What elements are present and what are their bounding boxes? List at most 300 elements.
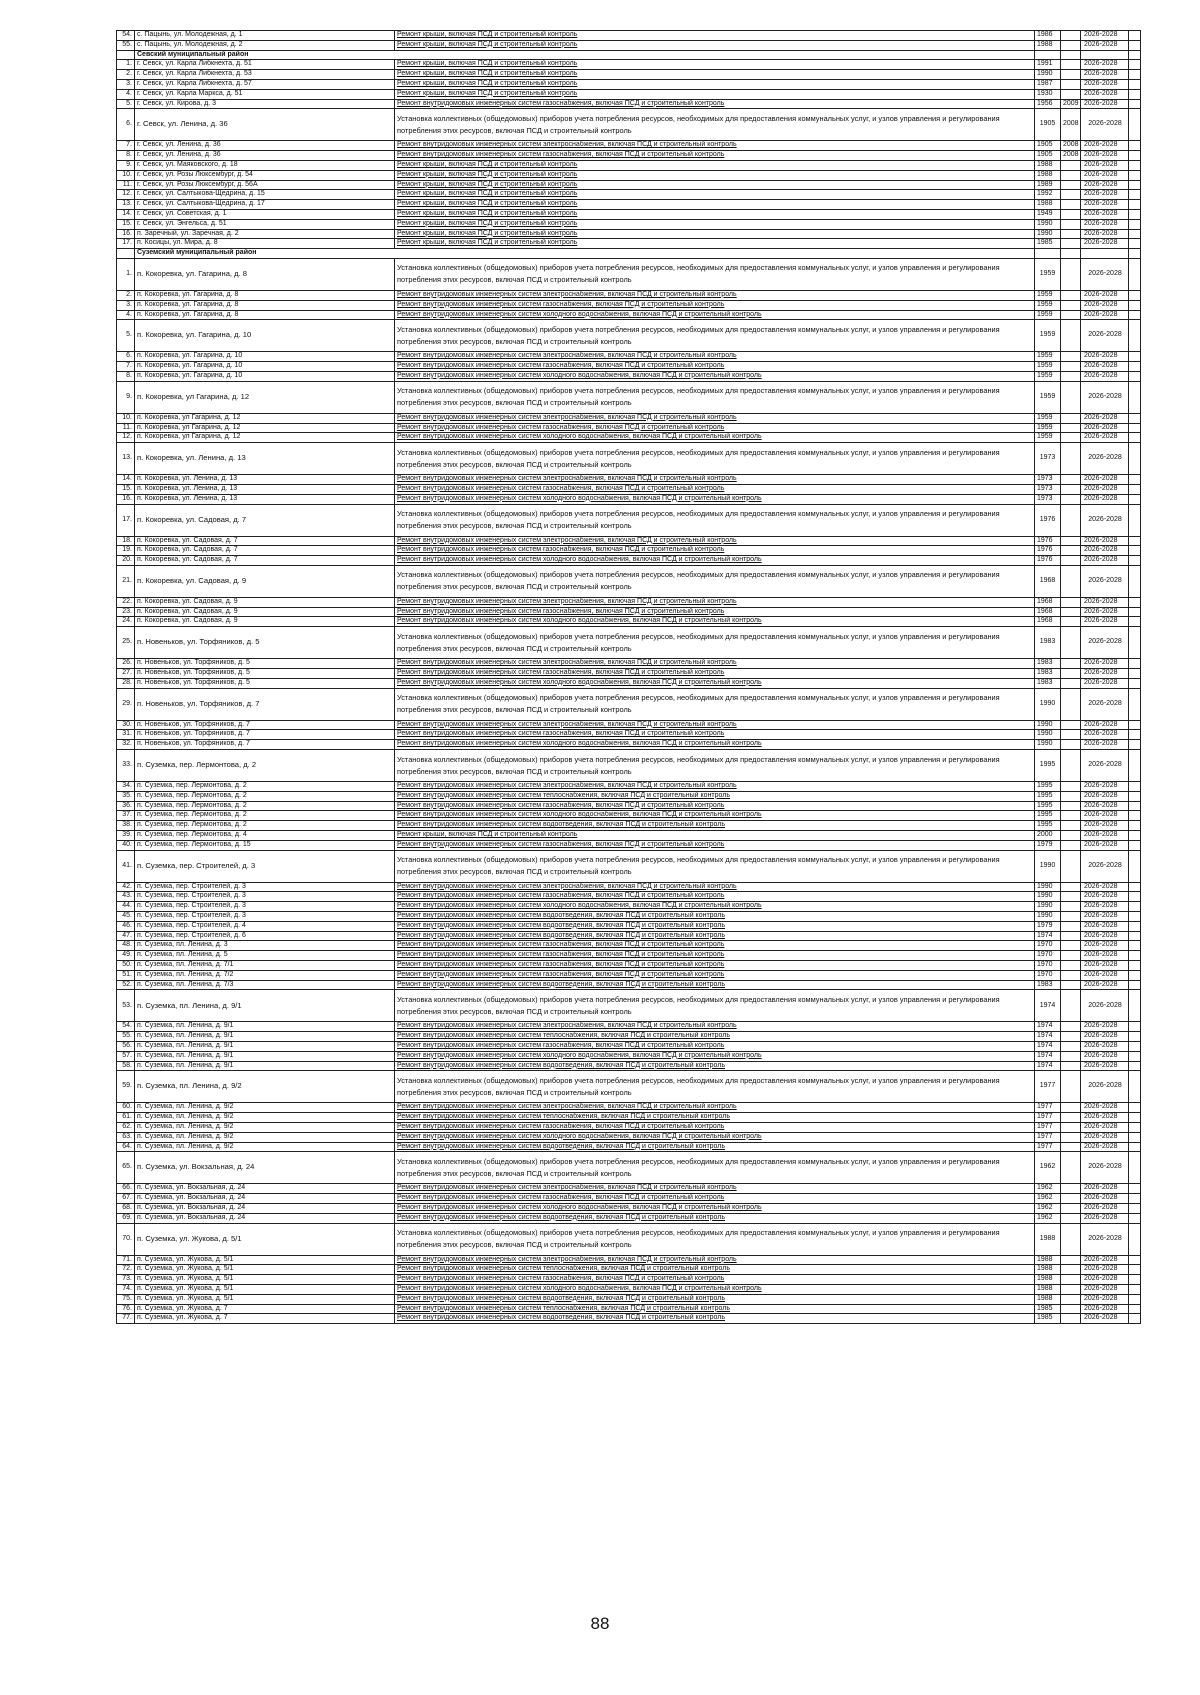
build-year-cell: 1976	[1035, 556, 1061, 566]
reconstruction-year-cell	[1061, 504, 1081, 536]
empty-cell	[1129, 546, 1141, 556]
table-row	[117, 229, 1141, 239]
row-number: 6.	[117, 352, 135, 362]
empty-cell	[1129, 688, 1141, 720]
address-cell: п. Суземка, пл. Ленина, д. 9/1	[135, 1022, 395, 1032]
table-row	[117, 1275, 1141, 1285]
row-number: 73.	[117, 1275, 135, 1285]
table-row	[117, 209, 1141, 219]
build-year-cell: 1959	[1035, 433, 1061, 443]
period-cell: 2026-2028	[1081, 902, 1129, 912]
work-type-cell: Ремонт внутридомовых инженерных систем электроснабжения, включая ПСД и строительный контроль	[395, 141, 1035, 151]
address-cell: п. Суземка, пер. Строителей, д. 3	[135, 902, 395, 912]
work-type-cell: Ремонт внутридомовых инженерных систем газоснабжения, включая ПСД и строительный контроль	[395, 1194, 1035, 1204]
work-type-cell: Ремонт внутридомовых инженерных систем газоснабжения, включая ПСД и строительный контроль	[395, 892, 1035, 902]
reconstruction-year-cell	[1061, 1314, 1081, 1324]
period-cell: 2026-2028	[1081, 433, 1129, 443]
row-number: 33.	[117, 750, 135, 782]
build-year-cell: 1990	[1035, 882, 1061, 892]
address-cell: п. Суземка, пер. Лермонтова, д. 2	[135, 791, 395, 801]
period-cell: 2026-2028	[1081, 239, 1129, 249]
period-cell: 2026-2028	[1081, 484, 1129, 494]
build-year-cell: 1959	[1035, 290, 1061, 300]
work-type-cell: Ремонт крыши, включая ПСД и строительный контроль	[395, 190, 1035, 200]
reconstruction-year-cell	[1061, 1284, 1081, 1294]
empty-cell	[1129, 1304, 1141, 1314]
table-row	[117, 921, 1141, 931]
period-cell: 2026-2028	[1081, 1061, 1129, 1071]
period-cell: 2026-2028	[1081, 31, 1129, 41]
empty-cell	[1129, 352, 1141, 362]
row-number: 9.	[117, 381, 135, 413]
work-type-cell: Ремонт внутридомовых инженерных систем электроснабжения, включая ПСД и строительный контроль	[395, 1184, 1035, 1194]
address-cell: с. Пацынь, ул. Молодежная, д. 1	[135, 31, 395, 41]
period-cell: 2026-2028	[1081, 821, 1129, 831]
row-number: 6.	[117, 109, 135, 141]
address-cell: п. Кокоревка, ул Гагарина, д. 12	[135, 433, 395, 443]
reconstruction-year-cell	[1061, 1142, 1081, 1152]
empty-cell	[1129, 300, 1141, 310]
build-year-cell: 1990	[1035, 892, 1061, 902]
period-cell: 2026-2028	[1081, 840, 1129, 850]
build-year-cell: 1930	[1035, 89, 1061, 99]
work-type-cell: Ремонт внутридомовых инженерных систем холодного водоснабжения, включая ПСД и строительный контроль	[395, 678, 1035, 688]
build-year-cell: 1990	[1035, 902, 1061, 912]
build-year-cell: 1990	[1035, 70, 1061, 80]
row-number: 16.	[117, 229, 135, 239]
empty-cell	[1129, 89, 1141, 99]
table-row	[117, 565, 1141, 597]
empty-cell	[1081, 50, 1129, 60]
address-cell: п. Кокоревка, ул. Садовая, д. 7	[135, 556, 395, 566]
reconstruction-year-cell	[1061, 678, 1081, 688]
row-number: 36.	[117, 801, 135, 811]
period-cell: 2026-2028	[1081, 494, 1129, 504]
row-number: 43.	[117, 892, 135, 902]
reconstruction-year-cell	[1061, 627, 1081, 659]
work-type-cell: Ремонт крыши, включая ПСД и строительный контроль	[395, 239, 1035, 249]
table-row	[117, 371, 1141, 381]
empty-cell	[1129, 423, 1141, 433]
work-type-cell: Установка коллективных (общедомовых) приборов учета потребления ресурсов, необходимых для предоставления коммунальных услуг, и узлов управления и регулирования потребления этих ресурсов, включая ПСД и строительный контроль	[395, 381, 1035, 413]
work-type-cell: Ремонт крыши, включая ПСД и строительный контроль	[395, 60, 1035, 70]
period-cell: 2026-2028	[1081, 617, 1129, 627]
address-cell: п. Новеньков, ул. Торфяников, д. 5	[135, 659, 395, 669]
address-cell: п. Суземка, пл. Ленина, д. 3	[135, 941, 395, 951]
build-year-cell: 1973	[1035, 484, 1061, 494]
address-cell: г. Севск, ул. Карла Либкнехта, д. 57	[135, 79, 395, 89]
empty-cell	[1129, 504, 1141, 536]
table-row	[117, 659, 1141, 669]
reconstruction-year-cell	[1061, 290, 1081, 300]
build-year-cell: 1991	[1035, 60, 1061, 70]
table-row	[117, 413, 1141, 423]
work-type-cell: Установка коллективных (общедомовых) приборов учета потребления ресурсов, необходимых для предоставления коммунальных услуг, и узлов управления и регулирования потребления этих ресурсов, включая ПСД и строительный контроль	[395, 1152, 1035, 1184]
work-type-cell: Ремонт внутридомовых инженерных систем водоотведения, включая ПСД и строительный контроль	[395, 1314, 1035, 1324]
row-number: 30.	[117, 720, 135, 730]
build-year-cell: 1962	[1035, 1152, 1061, 1184]
empty-cell	[1129, 980, 1141, 990]
row-number: 10.	[117, 170, 135, 180]
reconstruction-year-cell	[1061, 200, 1081, 210]
row-number: 54.	[117, 31, 135, 41]
row-number: 13.	[117, 443, 135, 475]
table-row	[117, 1122, 1141, 1132]
period-cell: 2026-2028	[1081, 1032, 1129, 1042]
reconstruction-year-cell	[1061, 941, 1081, 951]
period-cell: 2026-2028	[1081, 190, 1129, 200]
empty-cell	[1129, 1071, 1141, 1103]
row-number: 4.	[117, 310, 135, 320]
row-number: 15.	[117, 219, 135, 229]
build-year-cell: 1995	[1035, 801, 1061, 811]
empty-cell	[1129, 1051, 1141, 1061]
table-row	[117, 352, 1141, 362]
reconstruction-year-cell: 2008	[1061, 151, 1081, 161]
row-number: 7.	[117, 362, 135, 372]
work-type-cell: Ремонт крыши, включая ПСД и строительный контроль	[395, 180, 1035, 190]
table-row	[117, 433, 1141, 443]
row-number: 74.	[117, 1284, 135, 1294]
row-number: 54.	[117, 1022, 135, 1032]
build-year-cell: 1983	[1035, 678, 1061, 688]
work-type-cell: Ремонт внутридомовых инженерных систем водоотведения, включая ПСД и строительный контроль	[395, 980, 1035, 990]
work-type-cell: Ремонт внутридомовых инженерных систем холодного водоснабжения, включая ПСД и строительный контроль	[395, 1284, 1035, 1294]
address-cell: п. Суземка, пл. Ленина, д. 9/2	[135, 1132, 395, 1142]
period-cell: 2026-2028	[1081, 882, 1129, 892]
row-number: 77.	[117, 1314, 135, 1324]
empty-cell	[1129, 1142, 1141, 1152]
reconstruction-year-cell	[1061, 1152, 1081, 1184]
empty-cell	[1129, 1022, 1141, 1032]
empty-cell	[1129, 170, 1141, 180]
row-number: 53.	[117, 990, 135, 1022]
build-year-cell: 1979	[1035, 840, 1061, 850]
empty-cell	[1129, 850, 1141, 882]
work-type-cell: Ремонт внутридомовых инженерных систем электроснабжения, включая ПСД и строительный контроль	[395, 413, 1035, 423]
work-type-cell: Ремонт внутридомовых инженерных систем теплоснабжения, включая ПСД и строительный контроль	[395, 791, 1035, 801]
build-year-cell: 1973	[1035, 443, 1061, 475]
build-year-cell: 1959	[1035, 423, 1061, 433]
row-number: 42.	[117, 882, 135, 892]
reconstruction-year-cell	[1061, 310, 1081, 320]
build-year-cell: 1990	[1035, 912, 1061, 922]
work-type-cell: Ремонт крыши, включая ПСД и строительный контроль	[395, 831, 1035, 841]
work-type-cell: Ремонт внутридомовых инженерных систем водоотведения, включая ПСД и строительный контроль	[395, 821, 1035, 831]
empty-cell	[1129, 229, 1141, 239]
empty-cell	[1061, 249, 1081, 259]
table-row	[117, 180, 1141, 190]
build-year-cell: 1988	[1035, 1294, 1061, 1304]
empty-cell	[1129, 565, 1141, 597]
period-cell: 2026-2028	[1081, 750, 1129, 782]
address-cell: п. Косицы, ул. Мира, д. 8	[135, 239, 395, 249]
build-year-cell: 1974	[1035, 1022, 1061, 1032]
reconstruction-year-cell	[1061, 79, 1081, 89]
row-number: 22.	[117, 597, 135, 607]
build-year-cell: 1985	[1035, 239, 1061, 249]
work-type-cell: Установка коллективных (общедомовых) приборов учета потребления ресурсов, необходимых для предоставления коммунальных услуг, и узлов управления и регулирования потребления этих ресурсов, включая ПСД и строительный контроль	[395, 1223, 1035, 1255]
address-cell: п. Суземка, ул. Жукова, д. 5/1	[135, 1294, 395, 1304]
address-cell: п. Кокоревка, ул. Гагарина, д. 8	[135, 290, 395, 300]
empty-cell	[1129, 258, 1141, 290]
empty-cell	[1129, 99, 1141, 109]
table-row	[117, 484, 1141, 494]
table-row	[117, 190, 1141, 200]
work-type-cell: Ремонт внутридомовых инженерных систем холодного водоснабжения, включая ПСД и строительный контроль	[395, 556, 1035, 566]
work-type-cell: Ремонт внутридомовых инженерных систем газоснабжения, включая ПСД и строительный контроль	[395, 362, 1035, 372]
period-cell: 2026-2028	[1081, 1113, 1129, 1123]
build-year-cell: 1988	[1035, 1255, 1061, 1265]
empty-cell	[1129, 200, 1141, 210]
row-number: 24.	[117, 617, 135, 627]
work-type-cell: Ремонт внутридомовых инженерных систем электроснабжения, включая ПСД и строительный контроль	[395, 1255, 1035, 1265]
table-row	[117, 1223, 1141, 1255]
work-type-cell: Ремонт внутридомовых инженерных систем холодного водоснабжения, включая ПСД и строительный контроль	[395, 1203, 1035, 1213]
build-year-cell: 1992	[1035, 190, 1061, 200]
reconstruction-year-cell	[1061, 381, 1081, 413]
empty-cell	[1129, 921, 1141, 931]
reconstruction-year-cell	[1061, 782, 1081, 792]
reconstruction-year-cell	[1061, 970, 1081, 980]
reconstruction-year-cell	[1061, 597, 1081, 607]
empty-cell	[1129, 109, 1141, 141]
build-year-cell: 1905	[1035, 151, 1061, 161]
row-number: 10.	[117, 413, 135, 423]
empty-cell	[1129, 209, 1141, 219]
work-type-cell: Ремонт внутридомовых инженерных систем холодного водоснабжения, включая ПСД и строительный контроль	[395, 740, 1035, 750]
empty-cell	[1129, 1061, 1141, 1071]
work-type-cell: Ремонт крыши, включая ПСД и строительный контроль	[395, 209, 1035, 219]
table-row	[117, 1265, 1141, 1275]
work-type-cell: Ремонт внутридомовых инженерных систем газоснабжения, включая ПСД и строительный контроль	[395, 1275, 1035, 1285]
table-row	[117, 70, 1141, 80]
work-type-cell: Установка коллективных (общедомовых) приборов учета потребления ресурсов, необходимых для предоставления коммунальных услуг, и узлов управления и регулирования потребления этих ресурсов, включая ПСД и строительный контроль	[395, 258, 1035, 290]
table-row	[117, 990, 1141, 1022]
period-cell: 2026-2028	[1081, 1213, 1129, 1223]
period-cell: 2026-2028	[1081, 720, 1129, 730]
build-year-cell: 1976	[1035, 504, 1061, 536]
reconstruction-year-cell	[1061, 484, 1081, 494]
empty-cell	[1129, 1223, 1141, 1255]
empty-cell	[1129, 180, 1141, 190]
build-year-cell: 1987	[1035, 79, 1061, 89]
address-cell: п. Суземка, пер. Строителей, д. 3	[135, 912, 395, 922]
address-cell: п. Суземка, пер. Лермонтова, д. 2	[135, 750, 395, 782]
period-cell: 2026-2028	[1081, 1132, 1129, 1142]
work-type-cell: Установка коллективных (общедомовых) приборов учета потребления ресурсов, необходимых для предоставления коммунальных услуг, и узлов управления и регулирования потребления этих ресурсов, включая ПСД и строительный контроль	[395, 750, 1035, 782]
empty-cell	[1129, 1284, 1141, 1294]
address-cell: п. Суземка, пер. Лермонтова, д. 2	[135, 821, 395, 831]
address-cell: п. Кокоревка, ул. Садовая, д. 9	[135, 597, 395, 607]
address-cell: п. Кокоревка, ул. Садовая, д. 9	[135, 565, 395, 597]
empty-cell	[1129, 320, 1141, 352]
empty-cell	[1129, 60, 1141, 70]
address-cell: г. Севск, ул. Советская, д. 1	[135, 209, 395, 219]
table-row	[117, 750, 1141, 782]
row-number: 44.	[117, 902, 135, 912]
empty-cell	[1129, 1194, 1141, 1204]
reconstruction-year-cell	[1061, 750, 1081, 782]
work-type-cell: Ремонт внутридомовых инженерных систем холодного водоснабжения, включая ПСД и строительный контроль	[395, 617, 1035, 627]
table-row	[117, 31, 1141, 41]
empty-cell	[1129, 1203, 1141, 1213]
reconstruction-year-cell	[1061, 1042, 1081, 1052]
empty-cell	[1129, 1213, 1141, 1223]
build-year-cell: 1988	[1035, 200, 1061, 210]
row-number: 21.	[117, 565, 135, 597]
address-cell: п. Кокоревка, ул Гагарина, д. 12	[135, 381, 395, 413]
address-cell: п. Суземка, пл. Ленина, д. 9/2	[135, 1071, 395, 1103]
table-row	[117, 850, 1141, 882]
build-year-cell: 1988	[1035, 1275, 1061, 1285]
reconstruction-year-cell	[1061, 1122, 1081, 1132]
reconstruction-year-cell	[1061, 1061, 1081, 1071]
row-number: 75.	[117, 1294, 135, 1304]
address-cell: п. Суземка, пл. Ленина, д. 9/1	[135, 1061, 395, 1071]
reconstruction-year-cell	[1061, 258, 1081, 290]
table-row	[117, 688, 1141, 720]
build-year-cell: 1959	[1035, 310, 1061, 320]
build-year-cell: 1970	[1035, 941, 1061, 951]
period-cell: 2026-2028	[1081, 381, 1129, 413]
period-cell: 2026-2028	[1081, 850, 1129, 882]
row-number: 3.	[117, 79, 135, 89]
reconstruction-year-cell: 2009	[1061, 99, 1081, 109]
reconstruction-year-cell	[1061, 1022, 1081, 1032]
table-row	[117, 320, 1141, 352]
work-type-cell: Ремонт крыши, включая ПСД и строительный контроль	[395, 31, 1035, 41]
build-year-cell: 1959	[1035, 381, 1061, 413]
row-number: 23.	[117, 607, 135, 617]
build-year-cell: 1988	[1035, 170, 1061, 180]
work-type-cell: Ремонт внутридомовых инженерных систем холодного водоснабжения, включая ПСД и строительный контроль	[395, 902, 1035, 912]
empty-cell	[1129, 941, 1141, 951]
row-number: 40.	[117, 840, 135, 850]
period-cell: 2026-2028	[1081, 607, 1129, 617]
work-type-cell: Ремонт внутридомовых инженерных систем газоснабжения, включая ПСД и строительный контроль	[395, 970, 1035, 980]
row-number: 57.	[117, 1051, 135, 1061]
table-row	[117, 821, 1141, 831]
work-type-cell: Ремонт внутридомовых инженерных систем газоснабжения, включая ПСД и строительный контроль	[395, 484, 1035, 494]
reconstruction-year-cell	[1061, 320, 1081, 352]
address-cell: п. Кокоревка, ул. Садовая, д. 7	[135, 536, 395, 546]
row-number: 63.	[117, 1132, 135, 1142]
empty-cell	[1129, 1042, 1141, 1052]
empty-cell	[1061, 50, 1081, 60]
address-cell: п. Кокоревка, ул. Гагарина, д. 8	[135, 258, 395, 290]
build-year-cell: 1962	[1035, 1194, 1061, 1204]
table-row	[117, 1255, 1141, 1265]
table-row	[117, 99, 1141, 109]
empty-cell	[1129, 801, 1141, 811]
work-type-cell: Ремонт крыши, включая ПСД и строительный контроль	[395, 40, 1035, 50]
period-cell: 2026-2028	[1081, 811, 1129, 821]
row-number: 2.	[117, 70, 135, 80]
period-cell: 2026-2028	[1081, 1255, 1129, 1265]
period-cell: 2026-2028	[1081, 941, 1129, 951]
work-type-cell: Ремонт внутридомовых инженерных систем теплоснабжения, включая ПСД и строительный контроль	[395, 1265, 1035, 1275]
empty-cell	[1129, 740, 1141, 750]
table-row	[117, 970, 1141, 980]
address-cell: п. Новеньков, ул. Торфяников, д. 5	[135, 678, 395, 688]
period-cell: 2026-2028	[1081, 791, 1129, 801]
address-cell: п. Суземка, ул. Жукова, д. 5/1	[135, 1284, 395, 1294]
period-cell: 2026-2028	[1081, 89, 1129, 99]
empty-cell	[1129, 902, 1141, 912]
reconstruction-year-cell	[1061, 31, 1081, 41]
address-cell: п. Суземка, пл. Ленина, д. 9/2	[135, 1113, 395, 1123]
work-type-cell: Ремонт внутридомовых инженерных систем газоснабжения, включая ПСД и строительный контроль	[395, 669, 1035, 679]
address-cell: п. Суземка, пл. Ленина, д. 9/1	[135, 1032, 395, 1042]
work-type-cell: Ремонт внутридомовых инженерных систем теплоснабжения, включая ПСД и строительный контроль	[395, 1113, 1035, 1123]
work-type-cell: Ремонт внутридомовых инженерных систем водоотведения, включая ПСД и строительный контроль	[395, 921, 1035, 931]
table-row	[117, 931, 1141, 941]
build-year-cell: 1990	[1035, 730, 1061, 740]
work-type-cell: Установка коллективных (общедомовых) приборов учета потребления ресурсов, необходимых для предоставления коммунальных услуг, и узлов управления и регулирования потребления этих ресурсов, включая ПСД и строительный контроль	[395, 850, 1035, 882]
address-cell: п. Новеньков, ул. Торфяников, д. 5	[135, 627, 395, 659]
build-year-cell: 1976	[1035, 536, 1061, 546]
build-year-cell: 1990	[1035, 219, 1061, 229]
table-row	[117, 1203, 1141, 1213]
work-type-cell: Ремонт внутридомовых инженерных систем холодного водоснабжения, включая ПСД и строительный контроль	[395, 1132, 1035, 1142]
row-number: 12.	[117, 190, 135, 200]
work-type-cell: Установка коллективных (общедомовых) приборов учета потребления ресурсов, необходимых для предоставления коммунальных услуг, и узлов управления и регулирования потребления этих ресурсов, включая ПСД и строительный контроль	[395, 990, 1035, 1022]
table-row	[117, 79, 1141, 89]
empty-cell	[1129, 782, 1141, 792]
work-type-cell: Ремонт крыши, включая ПСД и строительный контроль	[395, 200, 1035, 210]
empty-cell	[1129, 1132, 1141, 1142]
work-type-cell: Установка коллективных (общедомовых) приборов учета потребления ресурсов, необходимых для предоставления коммунальных услуг, и узлов управления и регулирования потребления этих ресурсов, включая ПСД и строительный контроль	[395, 565, 1035, 597]
row-number: 1.	[117, 258, 135, 290]
section-title: Севский муниципальный район	[135, 50, 1035, 60]
table-row	[117, 617, 1141, 627]
table-row	[117, 310, 1141, 320]
row-number: 15.	[117, 484, 135, 494]
reconstruction-year-cell	[1061, 990, 1081, 1022]
period-cell: 2026-2028	[1081, 1103, 1129, 1113]
empty-cell	[1129, 1103, 1141, 1113]
work-type-cell: Ремонт внутридомовых инженерных систем холодного водоснабжения, включая ПСД и строительный контроль	[395, 494, 1035, 504]
row-number: 52.	[117, 980, 135, 990]
table-row	[117, 423, 1141, 433]
table-row	[117, 1184, 1141, 1194]
table-row	[117, 151, 1141, 161]
period-cell: 2026-2028	[1081, 219, 1129, 229]
empty-cell	[1129, 40, 1141, 50]
reconstruction-year-cell: 2008	[1061, 109, 1081, 141]
work-type-cell: Ремонт внутридомовых инженерных систем холодного водоснабжения, включая ПСД и строительный контроль	[395, 811, 1035, 821]
row-number: 66.	[117, 1184, 135, 1194]
row-number: 12.	[117, 433, 135, 443]
build-year-cell: 1974	[1035, 990, 1061, 1022]
reconstruction-year-cell	[1061, 688, 1081, 720]
reconstruction-year-cell	[1061, 475, 1081, 485]
build-year-cell: 1977	[1035, 1103, 1061, 1113]
table-row	[117, 669, 1141, 679]
address-cell: п. Суземка, ул. Жукова, д. 7	[135, 1314, 395, 1324]
section-number-cell	[117, 249, 135, 259]
table-row	[117, 782, 1141, 792]
empty-cell	[1129, 290, 1141, 300]
address-cell: п. Суземка, пер. Лермонтова, д. 2	[135, 782, 395, 792]
address-cell: п. Кокоревка, ул. Ленина, д. 13	[135, 494, 395, 504]
period-cell: 2026-2028	[1081, 536, 1129, 546]
period-cell: 2026-2028	[1081, 413, 1129, 423]
table-row	[117, 141, 1141, 151]
period-cell: 2026-2028	[1081, 678, 1129, 688]
build-year-cell: 1977	[1035, 1071, 1061, 1103]
